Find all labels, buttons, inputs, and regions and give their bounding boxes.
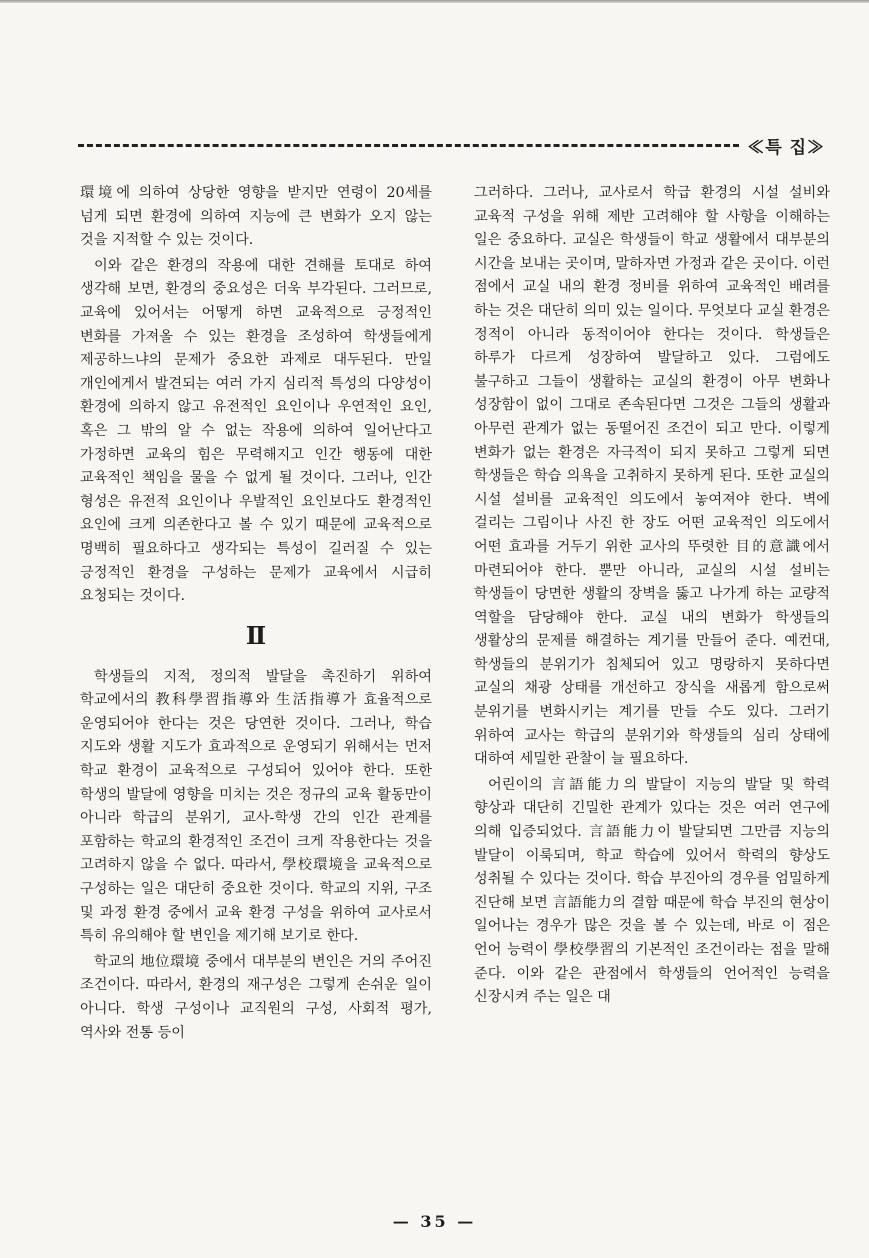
page-header: [78, 132, 825, 158]
right-column: [474, 182, 830, 1212]
header-dashed-rule: [78, 144, 739, 147]
right-paragraph-1: 그러하다. 그러나, 교사로서 학급 환경의 시설 설비와 교육적 구성을 위해 제반 고려해야 할 사항을 이해하는 일은 중요하다. 교실은 학생들이 학교 생활에서 대부분의 시간을 보내는 곳이며, 말하자면 가정과 같은 곳이다. 이런 점에서 교실 내의 환경 정비를 위하여 교육적인 배려를 하는 것은 대단히 의미 있는 일이다. 무엇보다 교실 환경은 정적이 아니라 동적이어야 한다는 것이다. 학생들은 하루가 다르게 성장하여 발달하고 있다. 그럼에도 불구하고 그들이 생활하는 교실의 환경이 아무 변화나 성장함이 없이 그대로 존속된다면 그것은 그들의 생활과 아무런 관계가 없는 동떨어진 조건이 되고 만다. 이렇게 변화가 없는 환경은 자극적이 되지 못하고 그렇게 되면 학생들은 학습 의욕을 고취하지 못하게 된다. 또한 교실의 시설 설비를 교육적인 의도에서 놓여져야 한다. 벽에 걸리는 그림이나 사진 한 장도 어떤 교육적인 의도에서 어떤 효과를 거두기 위한 교사의 뚜렷한 目的意識에서 마련되어야 한다. 뿐만 아니라, 교실의 시설 설비는 학생들이 당면한 생활의 장벽을 뚫고 나가게 하는 교량적 역할을 담당해야 한다. 교실 내의 변화가 학생들의 생활상의 문제를 해결하는 계기를 만들어 준다. 예컨대, 학생들의 분위기가 침체되어 있고 명랑하지 못하다면 교실의 채광 상태를 개선하고 장식을 새롭게 함으로써 분위기를 변화시키는 계기를 만들 수도 있다. 그러기 위하여 교사는 학급의 분위기와 학생들의 심리 상태에 대하여 세밀한 관찰이 늘 필요하다.: [474, 185, 830, 768]
right-paragraph-2: 어린이의 言語能力의 발달이 지능의 발달 및 학력 향상과 대단히 긴밀한 관계가 있다는 것은 여러 연구에 의해 입증되었다. 言語能力이 발달되면 그만큼 지능의 발달이 이룩되며, 학교 학습에 있어서 학력의 향상도 성취될 수 있다는 것이다. 학습 부진아의 경우를 엄밀하게 진단해 보면 言語能力의 결함 때문에 학습 부진의 현상이 일어나는 경우가 많은 것을 볼 수 있는데, 바로 이 점은 언어 능력이 學校學習의 기본적인 조건이라는 점을 말해 준다. 이와 같은 관점에서 학생들의 언어적인 능력을 신장시켜 주는 일은 대: [474, 776, 830, 1006]
left-paragraph-2: 이와 같은 환경의 작용에 대한 견해를 토대로 하여 생각해 보면, 환경의 중요성은 더욱 부각된다. 그러므로, 교육에 있어서는 어떻게 하면 교육적으로 긍정적인 변화를 가져올 수 있는 환경을 조성하여 학생들에게 제공하느냐의 문제가 중요한 과제로 대두된다. 만일 개인에게서 발견되는 여러 가지 심리적 특성의 다양성이 환경에 의하지 않고 유전적인 요인이나 우연적인 요인, 혹은 그 밖의 알 수 없는 작용에 의하여 일어난다고 가정하면 교육의 힘은 무력해지고 인간 행동에 대한 교육적인 책임을 물을 수 없게 될 것이다. 그러나, 인간 형성은 유전적 요인이나 우발적인 요인보다도 환경적인 요인에 크게 의존한다고 볼 수 있기 때문에 교육적으로 명백히 필요하다고 생각되는 특성이 길러질 수 있는 긍정적인 환경을 구성하는 문제가 교육에서 시급히 요청되는 것이다.: [80, 257, 432, 605]
body-columns: [80, 182, 830, 1212]
section-numeral: Ⅱ: [245, 620, 267, 650]
page-number: — 35 —: [392, 1212, 477, 1231]
left-paragraph-3: 학생들의 지적, 정의적 발달을 촉진하기 위하여 학교에서의 教科學習指導와 生活指導가 효율적으로 운영되어야 한다는 것은 당연한 것이다. 그러나, 학습 지도와 생활 지도가 효과적으로 운영되기 위해서는 먼저 학교 환경이 교육적으로 구성되어 있어야 한다. 또한 학생의 발달에 영향을 미치는 것은 정규의 교육 활동만이 아니라 학급의 분위기, 교사-학생 간의 인간 관계를 포함하는 학교의 환경적인 조건이 크게 작용한다는 것을 고려하지 않을 수 없다. 따라서, 學校環境을 교육적으로 구성하는 일은 대단히 중요한 것이다. 학교의 지위, 구조 및 과정 환경 중에서 교육 환경 구성을 위하여 교사로서 특히 유의해야 할 변인을 제기해 보기로 한다.: [80, 668, 432, 945]
left-paragraph-4: 학교의 地位環境 중에서 대부분의 변인은 거의 주어진 조건이다. 따라서, 환경의 재구성은 그렇게 손쉬운 일이 아니다. 학생 구성이나 교직원의 구성, 사회적 평가, 역사와 전통 등이: [80, 953, 432, 1041]
page-top-edge: [0, 0, 869, 3]
left-paragraph-1: 環境에 의하여 상당한 영향을 받지만 연령이 20세를 넘게 되면 환경에 의하여 지능에 큰 변화가 오지 않는 것을 지적할 수 있는 것이다.: [80, 185, 432, 249]
left-column: [80, 182, 432, 1212]
section-label: ≪특 집≫: [747, 137, 825, 158]
